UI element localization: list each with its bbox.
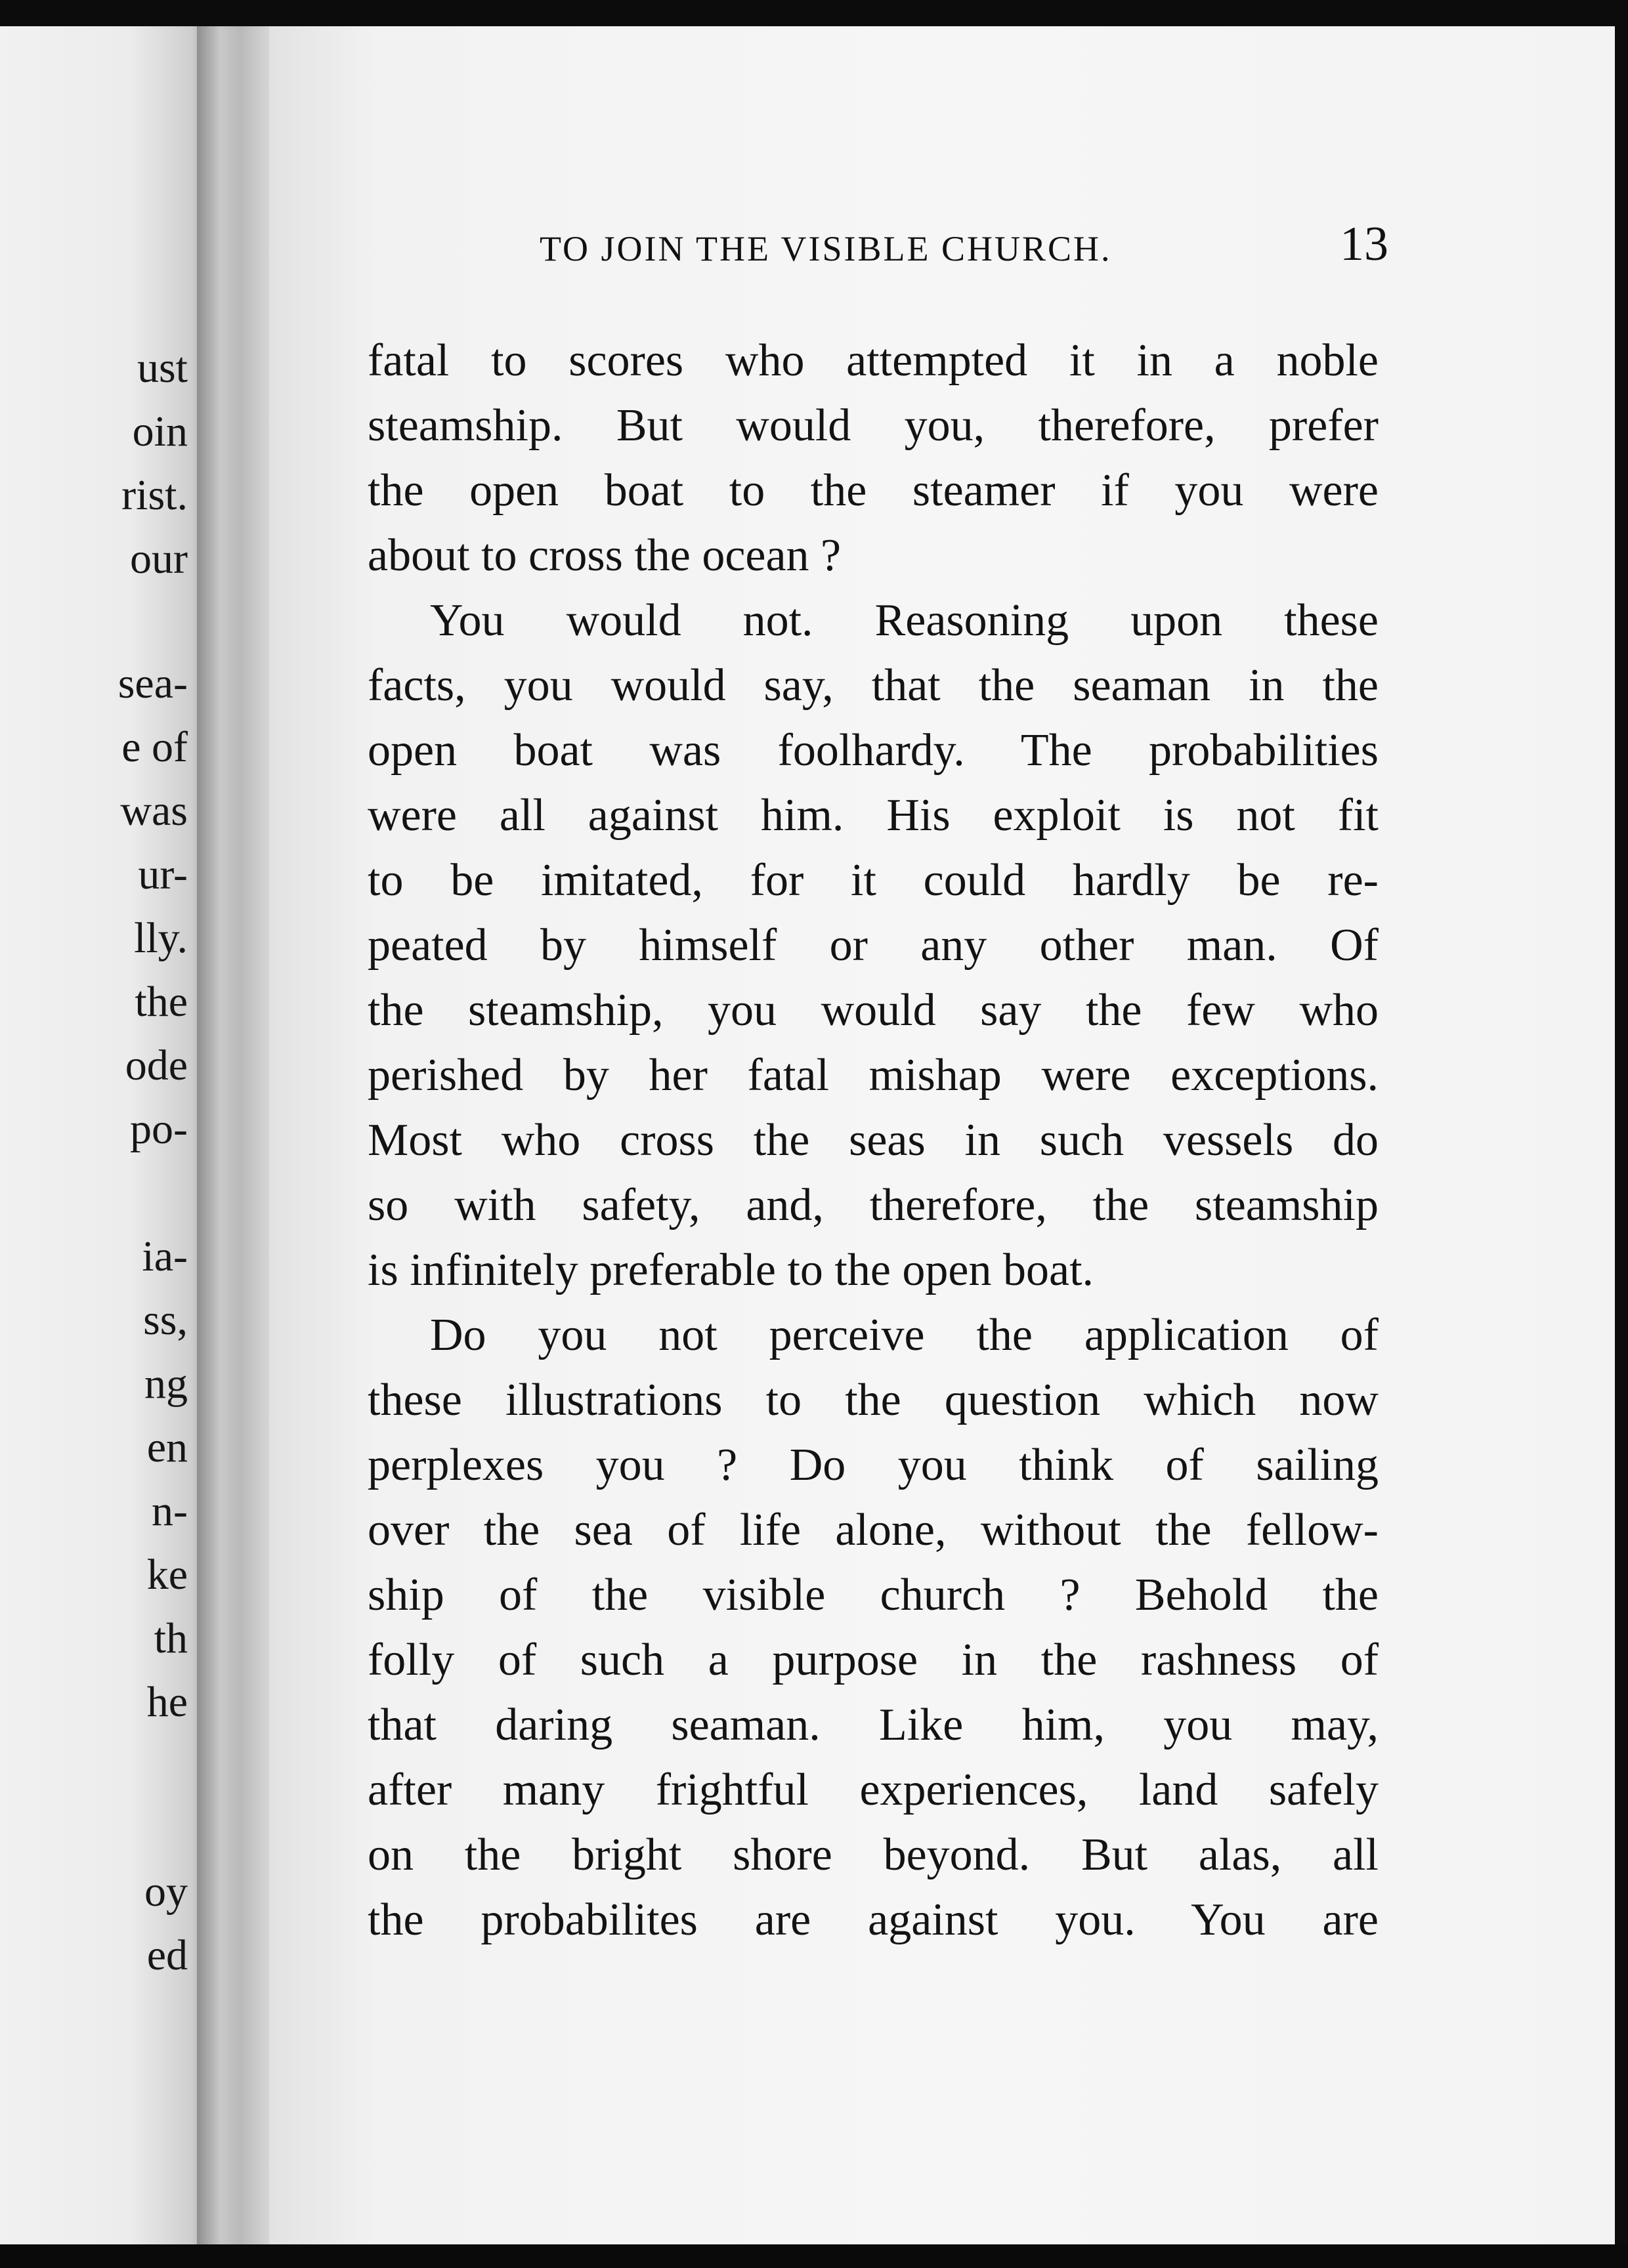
text-line: over the sea of life alone, without the fellow- [368,1505,1379,1555]
facing-page-fragment: ss, [143,1296,188,1344]
facing-page-fragment: oin [132,408,188,455]
text-line: on the bright shore beyond. But alas, all [368,1830,1379,1880]
text-line: Most who cross the seas in such vessels do [368,1115,1379,1166]
text-line: the probabilites are against you. You are [368,1895,1379,1945]
facing-page-fragment: ia- [142,1232,188,1280]
text-line: so with safety, and, therefore, the steamship [368,1180,1379,1230]
facing-page-fragment: he [146,1678,188,1726]
text-line: these illustrations to the question which now [368,1375,1379,1425]
facing-page-fragment: ed [146,1931,188,1979]
facing-page-fragment: ke [146,1551,188,1599]
facing-page-fragment: lly. [134,914,188,962]
facing-page-fragment: ur- [138,850,188,898]
text-line: You would not. Reasoning upon these [430,595,1379,646]
facing-page-fragment: po- [130,1105,188,1153]
text-line: is infinitely preferable to the open boat. [368,1245,1094,1295]
book-gutter [197,26,276,2244]
text-line: folly of such a purpose in the rashness of [368,1635,1379,1685]
running-title: TO JOIN THE VISIBLE CHURCH. [540,229,1112,268]
facing-page-fragment: ust [137,344,188,392]
facing-page-fragment: our [130,535,188,583]
text-line: after many frightful experiences, land safely [368,1765,1379,1815]
text-line: that daring seaman. Like him, you may, [368,1700,1379,1750]
facing-page-fragment: the [135,978,188,1026]
facing-page-fragment: sea- [118,660,188,707]
text-line: about to cross the ocean ? [368,530,842,581]
facing-page-fragment: rist. [121,471,188,519]
scan-border-bottom [0,2244,1628,2268]
facing-page-fragment: ng [144,1360,188,1408]
facing-page-fragment: was [120,787,188,835]
text-line: fatal to scores who attempted it in a noble [368,335,1379,386]
text-line: ship of the visible church ? Behold the [368,1570,1379,1620]
page-number: 13 [1340,217,1388,271]
facing-page-fragment: oy [144,1868,188,1916]
facing-page-fragment: en [146,1423,188,1471]
text-line: perplexes you ? Do you think of sailing [368,1440,1379,1490]
facing-page-fragment: n- [152,1487,188,1535]
text-line: facts, you would say, that the seaman in the [368,660,1379,711]
text-line: steamship. But would you, therefore, prefer [368,400,1379,451]
facing-page [0,26,217,2244]
text-line: were all against him. His exploit is not fit [368,790,1379,841]
text-line: the open boat to the steamer if you were [368,465,1379,516]
text-line: Do you not perceive the application of [430,1310,1379,1360]
body-text [368,328,1379,1952]
text-line: perished by her fatal mishap were exceptions. [368,1050,1379,1101]
facing-page-fragment: ode [125,1041,188,1089]
facing-page-fragment: e of [121,723,188,771]
text-line: open boat was foolhardy. The probabilities [368,725,1379,776]
text-line: the steamship, you would say the few who [368,985,1379,1036]
text-line: peated by himself or any other man. Of [368,920,1379,971]
running-header [269,210,1388,269]
facing-page-fragment: th [154,1614,188,1662]
text-line: to be imitated, for it could hardly be re- [368,855,1379,906]
